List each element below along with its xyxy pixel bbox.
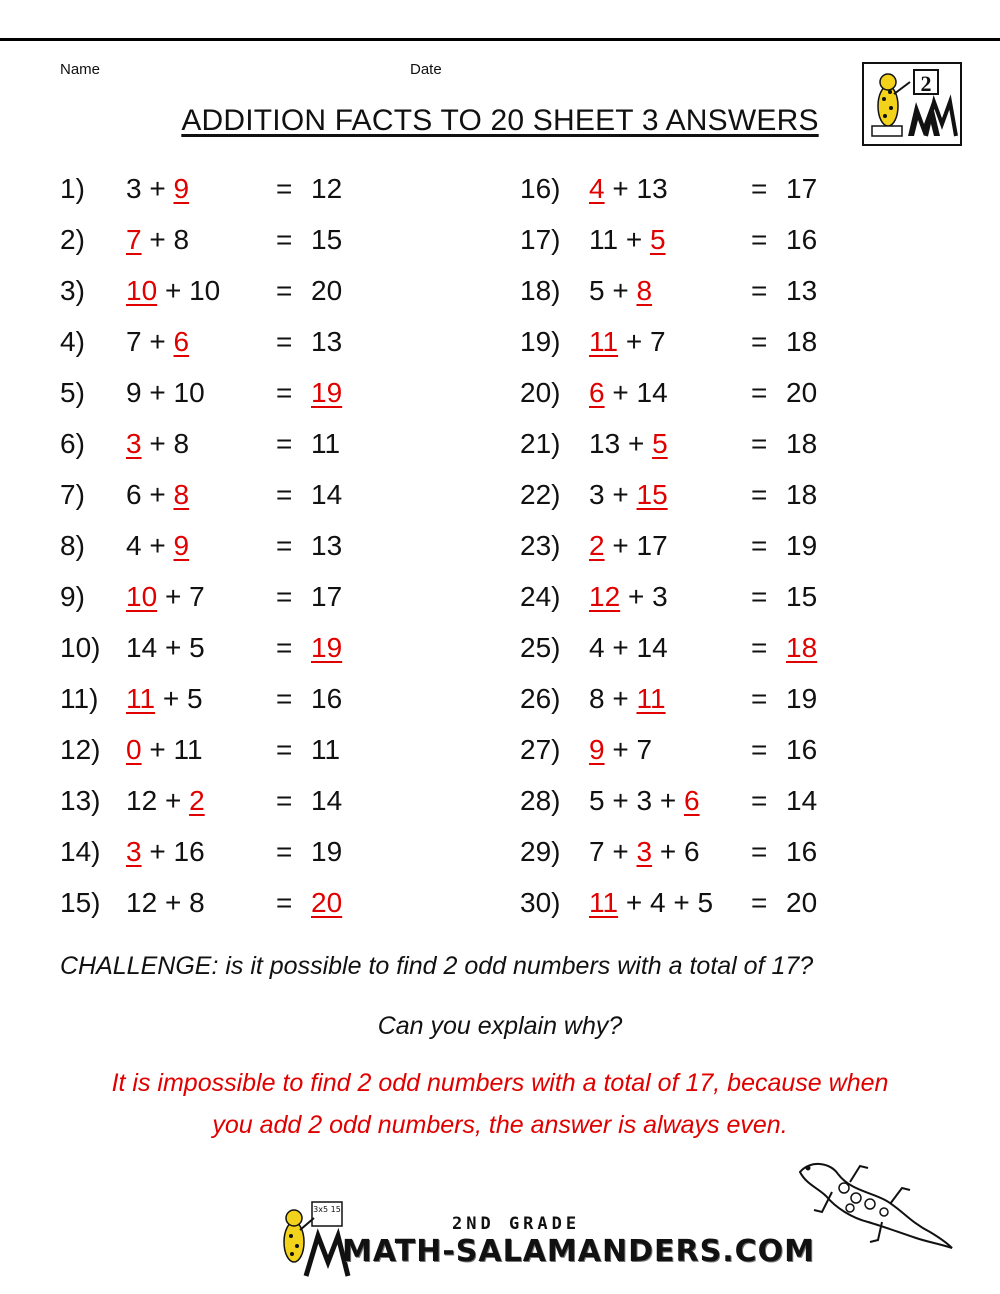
problem-row	[520, 628, 960, 668]
total: 16	[311, 683, 343, 714]
plus-sign: +	[164, 887, 182, 918]
problem-row	[60, 373, 500, 413]
addend: 8	[173, 428, 190, 459]
plus-sign: +	[612, 377, 629, 408]
plus-sign: +	[149, 836, 166, 867]
addend: 9	[126, 377, 142, 408]
addend: 3	[589, 479, 605, 510]
missing-addend-answer: 10	[126, 275, 158, 306]
problem-number: 28)	[520, 785, 561, 816]
equals-sign: =	[276, 785, 293, 816]
missing-addend-answer: 5	[652, 428, 668, 459]
total: 18	[786, 479, 818, 510]
equals-sign: =	[751, 581, 768, 612]
problem-number: 11)	[60, 683, 99, 714]
equals-sign: =	[276, 275, 293, 306]
problem-row	[60, 322, 500, 362]
name-label: Name	[60, 61, 101, 78]
addend: 13	[636, 173, 668, 204]
problem-number: 9)	[60, 581, 85, 612]
missing-addend-answer: 12	[589, 581, 621, 612]
total-answer: 19	[311, 377, 343, 408]
equals-sign: =	[751, 785, 768, 816]
total-answer: 19	[311, 632, 343, 663]
problem-expression	[589, 169, 668, 209]
missing-addend-answer: 7	[126, 224, 142, 255]
addend: 6	[126, 479, 142, 510]
equals-sign: =	[276, 581, 293, 612]
problem-number: 21)	[520, 428, 561, 459]
addend: 8	[589, 683, 605, 714]
plus-sign: +	[627, 428, 645, 459]
problem-expression	[126, 475, 189, 515]
problem-number: 14)	[60, 836, 101, 867]
problem-expression	[589, 832, 700, 872]
addend: 16	[173, 836, 205, 867]
total: 15	[311, 224, 343, 255]
problem-row	[520, 424, 960, 464]
problem-expression	[126, 169, 189, 209]
missing-addend-answer: 5	[650, 224, 666, 255]
equals-sign: =	[276, 887, 293, 918]
problem-expression	[589, 475, 668, 515]
missing-addend-answer: 2	[589, 530, 605, 561]
problem-row	[520, 475, 960, 515]
plus-sign: +	[149, 734, 166, 765]
equals-sign: =	[276, 530, 293, 561]
problem-row	[60, 628, 500, 668]
addend: 7	[650, 326, 666, 357]
problem-row	[520, 883, 960, 923]
problem-number: 7)	[60, 479, 85, 510]
plus-sign: +	[659, 785, 677, 816]
problem-expression	[126, 322, 189, 362]
equals-sign: =	[276, 173, 293, 204]
problem-expression	[126, 577, 205, 617]
problem-row	[520, 322, 960, 362]
total-answer: 20	[311, 887, 343, 918]
problem-expression	[589, 781, 700, 821]
problem-row	[520, 679, 960, 719]
addend: 14	[636, 632, 668, 663]
problem-expression	[589, 373, 668, 413]
problem-row	[60, 730, 500, 770]
problem-row	[520, 271, 960, 311]
total: 19	[786, 683, 818, 714]
problem-row	[520, 526, 960, 566]
addend: 4	[126, 530, 142, 561]
addend: 3	[126, 173, 142, 204]
problem-row	[60, 577, 500, 617]
plus-sign: +	[612, 530, 629, 561]
problem-expression	[589, 526, 668, 566]
addend: 5	[189, 632, 205, 663]
addend: 5	[697, 887, 714, 918]
plus-sign: +	[612, 785, 629, 816]
total: 20	[786, 887, 818, 918]
problem-row	[60, 781, 500, 821]
addend: 13	[589, 428, 621, 459]
problem-number: 3)	[60, 275, 85, 306]
plus-sign: +	[149, 173, 166, 204]
problem-row	[520, 577, 960, 617]
addend: 5	[187, 683, 203, 714]
plus-sign: +	[164, 581, 182, 612]
problem-expression	[126, 730, 203, 770]
equals-sign: =	[751, 530, 768, 561]
missing-addend-answer: 6	[173, 326, 190, 357]
addend: 4	[589, 632, 605, 663]
plus-sign: +	[149, 428, 166, 459]
addend: 12	[126, 785, 158, 816]
badge-grade-number: 2	[920, 71, 932, 96]
missing-addend-answer: 9	[589, 734, 605, 765]
plus-sign: +	[625, 326, 643, 357]
problem-expression	[589, 322, 666, 362]
problem-number: 12)	[60, 734, 101, 765]
problem-row	[60, 883, 500, 923]
problem-number: 25)	[520, 632, 561, 663]
missing-addend-answer: 10	[126, 581, 158, 612]
problem-row	[520, 220, 960, 260]
equals-sign: =	[751, 173, 768, 204]
total: 14	[786, 785, 818, 816]
addend: 14	[636, 377, 668, 408]
problem-row	[520, 730, 960, 770]
problem-row	[60, 679, 500, 719]
problem-number: 10)	[60, 632, 101, 663]
plus-sign: +	[612, 173, 629, 204]
addend: 3	[636, 785, 653, 816]
problem-expression	[126, 220, 189, 260]
missing-addend-answer: 8	[173, 479, 190, 510]
problem-expression	[126, 883, 205, 923]
equals-sign: =	[276, 836, 293, 867]
problem-expression	[126, 679, 203, 719]
problem-row	[60, 220, 500, 260]
problem-number: 29)	[520, 836, 561, 867]
plus-sign: +	[149, 530, 166, 561]
equals-sign: =	[751, 326, 768, 357]
problem-row	[520, 832, 960, 872]
plus-sign: +	[612, 836, 629, 867]
problem-row	[60, 169, 500, 209]
total: 20	[311, 275, 343, 306]
problem-expression	[589, 424, 668, 464]
missing-addend-answer: 11	[126, 683, 156, 714]
equals-sign: =	[751, 224, 768, 255]
addend: 5	[589, 275, 605, 306]
total: 14	[311, 479, 343, 510]
problem-number: 18)	[520, 275, 561, 306]
addend: 11	[589, 224, 619, 255]
total: 17	[311, 581, 343, 612]
total: 19	[786, 530, 818, 561]
total: 11	[311, 734, 341, 765]
plus-sign: +	[659, 836, 677, 867]
problem-number: 15)	[60, 887, 101, 918]
plus-sign: +	[162, 683, 180, 714]
plus-sign: +	[627, 581, 645, 612]
problem-row	[520, 781, 960, 821]
addend: 10	[173, 377, 205, 408]
equals-sign: =	[751, 683, 768, 714]
problem-row	[520, 373, 960, 413]
problem-number: 4)	[60, 326, 85, 357]
problem-number: 22)	[520, 479, 561, 510]
total: 13	[311, 326, 343, 357]
equals-sign: =	[276, 683, 293, 714]
missing-addend-answer: 2	[189, 785, 205, 816]
problem-expression	[126, 832, 205, 872]
problem-expression	[126, 373, 205, 413]
problem-number: 5)	[60, 377, 85, 408]
missing-addend-answer: 3	[126, 836, 142, 867]
problem-number: 8)	[60, 530, 85, 561]
addend: 17	[636, 530, 668, 561]
footer-board-text: 3x5 15	[313, 1205, 341, 1214]
total: 11	[311, 428, 341, 459]
addend: 7	[126, 326, 142, 357]
problem-expression	[589, 577, 668, 617]
equals-sign: =	[751, 377, 768, 408]
missing-addend-answer: 11	[636, 683, 666, 714]
total: 19	[311, 836, 343, 867]
total: 13	[786, 275, 818, 306]
total: 18	[786, 428, 818, 459]
total-answer: 18	[786, 632, 818, 663]
addend: 4	[650, 887, 666, 918]
plus-sign: +	[625, 224, 643, 255]
addend: 7	[589, 836, 605, 867]
challenge-answer-line-2: you add 2 odd numbers, the answer is always even.	[212, 1111, 788, 1139]
plus-sign: +	[612, 632, 629, 663]
problem-row	[60, 271, 500, 311]
missing-addend-answer: 0	[126, 734, 142, 765]
addend: 11	[173, 734, 203, 765]
problem-row	[60, 832, 500, 872]
equals-sign: =	[751, 836, 768, 867]
problem-number: 27)	[520, 734, 561, 765]
problem-expression	[126, 781, 205, 821]
problem-number: 23)	[520, 530, 561, 561]
total: 20	[786, 377, 818, 408]
plus-sign: +	[149, 479, 166, 510]
equals-sign: =	[276, 479, 293, 510]
missing-addend-answer: 11	[589, 326, 619, 357]
worksheet-title: ADDITION FACTS TO 20 SHEET 3 ANSWERS	[181, 104, 819, 137]
equals-sign: =	[751, 428, 768, 459]
addend: 12	[126, 887, 158, 918]
footer-grade-label: 2ND GRADE	[452, 1214, 581, 1234]
top-rule	[0, 38, 1000, 41]
problem-number: 6)	[60, 428, 85, 459]
challenge-answer-line-1: It is impossible to find 2 odd numbers with a total of 17, because when	[111, 1069, 889, 1097]
plus-sign: +	[625, 887, 643, 918]
plus-sign: +	[164, 632, 182, 663]
missing-addend-answer: 6	[589, 377, 605, 408]
equals-sign: =	[276, 224, 293, 255]
date-label: Date	[410, 61, 442, 78]
total: 16	[786, 836, 818, 867]
problem-number: 19)	[520, 326, 561, 357]
equals-sign: =	[276, 734, 293, 765]
total: 14	[311, 785, 343, 816]
problem-row	[60, 475, 500, 515]
problem-number: 26)	[520, 683, 561, 714]
missing-addend-answer: 4	[589, 173, 605, 204]
total: 12	[311, 173, 343, 204]
missing-addend-answer: 15	[636, 479, 668, 510]
problem-number: 13)	[60, 785, 101, 816]
problem-expression	[589, 628, 668, 668]
plus-sign: +	[612, 275, 629, 306]
equals-sign: =	[276, 428, 293, 459]
total: 18	[786, 326, 818, 357]
problem-number: 30)	[520, 887, 561, 918]
plus-sign: +	[149, 224, 166, 255]
problem-row	[60, 424, 500, 464]
missing-addend-answer: 9	[173, 173, 190, 204]
problem-expression	[589, 679, 666, 719]
problem-number: 1)	[60, 173, 85, 204]
missing-addend-answer: 8	[636, 275, 653, 306]
problem-expression	[126, 424, 189, 464]
missing-addend-answer: 9	[173, 530, 190, 561]
addend: 3	[652, 581, 668, 612]
addend: 6	[684, 836, 700, 867]
missing-addend-answer: 3	[126, 428, 142, 459]
addend: 8	[189, 887, 205, 918]
plus-sign: +	[673, 887, 690, 918]
addend: 14	[126, 632, 158, 663]
equals-sign: =	[751, 734, 768, 765]
problem-expression	[126, 271, 220, 311]
missing-addend-answer: 11	[589, 887, 619, 918]
problem-expression	[126, 526, 189, 566]
addend: 7	[636, 734, 653, 765]
equals-sign: =	[751, 275, 768, 306]
problem-expression	[589, 220, 666, 260]
equals-sign: =	[276, 632, 293, 663]
equals-sign: =	[276, 326, 293, 357]
problem-expression	[126, 628, 205, 668]
challenge-prompt: Can you explain why?	[377, 1012, 623, 1040]
equals-sign: =	[751, 887, 768, 918]
problem-expression	[589, 883, 713, 923]
plus-sign: +	[149, 326, 166, 357]
challenge-question: CHALLENGE: is it possible to find 2 odd numbers with a total of 17?	[60, 952, 814, 980]
problem-number: 17)	[520, 224, 561, 255]
problem-number: 20)	[520, 377, 561, 408]
missing-addend-answer: 6	[684, 785, 700, 816]
equals-sign: =	[276, 377, 293, 408]
addend: 10	[189, 275, 221, 306]
plus-sign: +	[164, 275, 182, 306]
problem-number: 16)	[520, 173, 561, 204]
total: 17	[786, 173, 818, 204]
problem-expression	[589, 730, 652, 770]
plus-sign: +	[612, 734, 629, 765]
addend: 8	[173, 224, 190, 255]
total: 15	[786, 581, 818, 612]
total: 13	[311, 530, 343, 561]
problem-row	[520, 169, 960, 209]
footer-site-name: MATH-SALAMANDERS.COM	[342, 1234, 815, 1269]
total: 16	[786, 734, 818, 765]
problem-number: 24)	[520, 581, 561, 612]
problem-expression	[589, 271, 652, 311]
plus-sign: +	[612, 479, 629, 510]
plus-sign: +	[149, 377, 166, 408]
addend: 5	[589, 785, 605, 816]
plus-sign: +	[164, 785, 182, 816]
problem-row	[60, 526, 500, 566]
plus-sign: +	[612, 683, 629, 714]
equals-sign: =	[751, 632, 768, 663]
problem-number: 2)	[60, 224, 85, 255]
equals-sign: =	[751, 479, 768, 510]
addend: 7	[189, 581, 205, 612]
total: 16	[786, 224, 818, 255]
missing-addend-answer: 3	[636, 836, 653, 867]
footer-salamander-logo-icon	[272, 1196, 352, 1278]
